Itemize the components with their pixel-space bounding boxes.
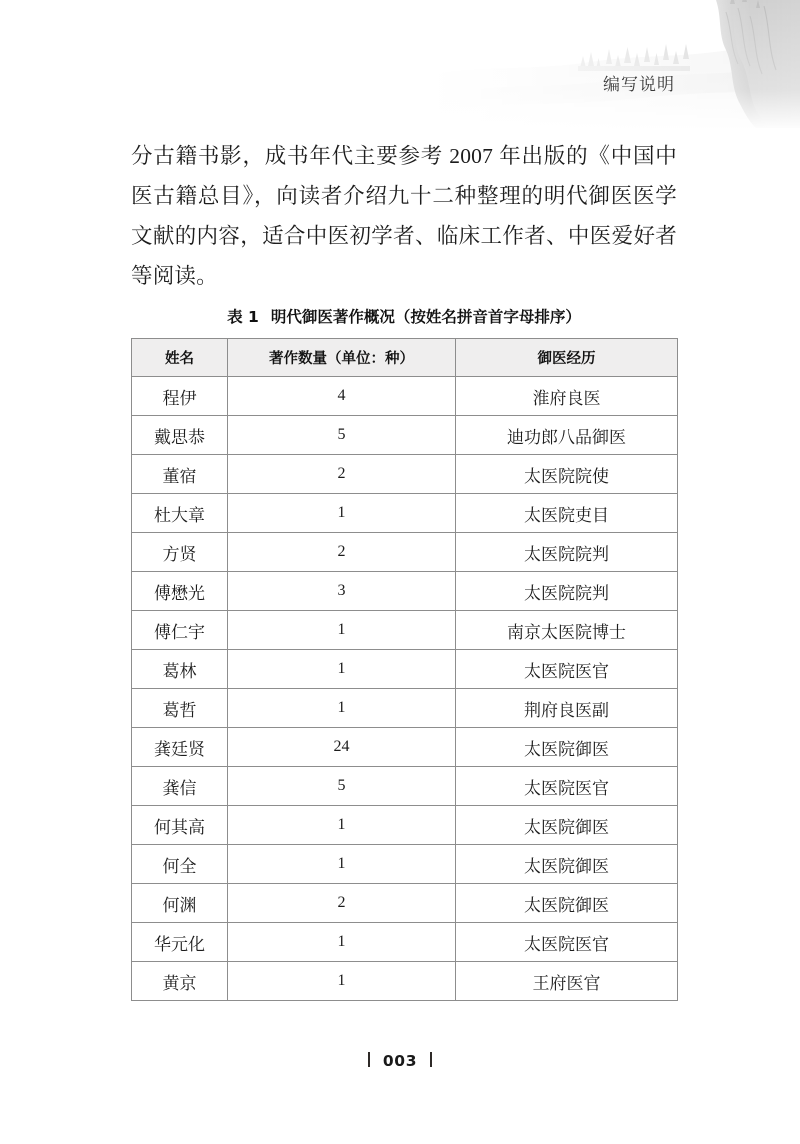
table-row	[132, 962, 678, 1001]
cell-name: 傅懋光	[132, 572, 228, 611]
cell-count: 4	[228, 377, 456, 416]
table-row	[132, 533, 678, 572]
cell-name: 黄京	[132, 962, 228, 1001]
cell-name: 方贤	[132, 533, 228, 572]
cell-count: 2	[228, 455, 456, 494]
cell-name: 何全	[132, 845, 228, 884]
cell-name: 葛林	[132, 650, 228, 689]
table-row	[132, 377, 678, 416]
column-header-count: 著作数量（单位：种）	[228, 339, 456, 377]
cell-count: 2	[228, 533, 456, 572]
cell-name: 戴思恭	[132, 416, 228, 455]
cell-career: 王府医官	[456, 962, 678, 1001]
cell-career: 迪功郎八品御医	[456, 416, 678, 455]
table-row	[132, 923, 678, 962]
cell-count: 1	[228, 806, 456, 845]
table-caption-label: 表 1	[227, 308, 259, 326]
table-row	[132, 806, 678, 845]
cell-career: 荆府良医副	[456, 689, 678, 728]
cell-name: 董宿	[132, 455, 228, 494]
cell-career: 太医院御医	[456, 845, 678, 884]
table-caption	[131, 305, 677, 327]
page-number: 003	[382, 1051, 418, 1070]
table-row	[132, 650, 678, 689]
table-header	[132, 339, 678, 377]
table-row	[132, 884, 678, 923]
folio-rule-right	[430, 1052, 432, 1067]
cell-count: 1	[228, 962, 456, 1001]
cell-name: 葛哲	[132, 689, 228, 728]
cell-career: 太医院医官	[456, 650, 678, 689]
column-header-name: 姓名	[132, 339, 228, 377]
table-row	[132, 611, 678, 650]
cell-count: 5	[228, 416, 456, 455]
cell-career: 太医院院使	[456, 455, 678, 494]
table-row	[132, 767, 678, 806]
cell-career: 太医院吏目	[456, 494, 678, 533]
table-row	[132, 845, 678, 884]
table-body	[132, 377, 678, 1001]
imperial-physicians-table	[131, 338, 678, 1001]
cell-name: 何渊	[132, 884, 228, 923]
cell-career: 太医院院判	[456, 533, 678, 572]
table-row	[132, 455, 678, 494]
cell-career: 太医院医官	[456, 923, 678, 962]
cell-count: 5	[228, 767, 456, 806]
table-header-row	[132, 339, 678, 377]
cell-name: 龚廷贤	[132, 728, 228, 767]
cell-count: 1	[228, 689, 456, 728]
cell-count: 3	[228, 572, 456, 611]
running-head-title: 编写说明	[603, 75, 675, 95]
cell-career: 太医院御医	[456, 884, 678, 923]
cell-count: 1	[228, 650, 456, 689]
cell-name: 程伊	[132, 377, 228, 416]
cell-name: 杜大章	[132, 494, 228, 533]
table-row	[132, 728, 678, 767]
table-container	[131, 338, 677, 1001]
cell-count: 1	[228, 611, 456, 650]
cell-count: 1	[228, 494, 456, 533]
cell-name: 华元化	[132, 923, 228, 962]
body-paragraph: 分古籍书影，成书年代主要参考 2007 年出版的《中国中医古籍总目》，向读者介绍九十二种整理的明代御医医学文献的内容，适合中医初学者、临床工作者、中医爱好者等阅读。	[131, 144, 677, 288]
table-caption-title: 明代御医著作概况（按姓名拼音首字母排序）	[270, 308, 581, 326]
ink-wash-landscape-image	[430, 0, 800, 128]
cell-career: 淮府良医	[456, 377, 678, 416]
cell-name: 傅仁宇	[132, 611, 228, 650]
page-footer	[0, 1050, 800, 1070]
table-row	[132, 689, 678, 728]
cell-name: 何其高	[132, 806, 228, 845]
cell-career: 太医院医官	[456, 767, 678, 806]
table-row	[132, 572, 678, 611]
cell-count: 24	[228, 728, 456, 767]
cell-count: 2	[228, 884, 456, 923]
folio-rule-left	[368, 1052, 370, 1067]
cell-count: 1	[228, 923, 456, 962]
page-header	[0, 0, 800, 128]
cell-career: 太医院院判	[456, 572, 678, 611]
table-row	[132, 416, 678, 455]
cell-career: 太医院御医	[456, 728, 678, 767]
cell-count: 1	[228, 845, 456, 884]
column-header-career: 御医经历	[456, 339, 678, 377]
cell-name: 龚信	[132, 767, 228, 806]
cell-career: 南京太医院博士	[456, 611, 678, 650]
cell-career: 太医院御医	[456, 806, 678, 845]
table-row	[132, 494, 678, 533]
